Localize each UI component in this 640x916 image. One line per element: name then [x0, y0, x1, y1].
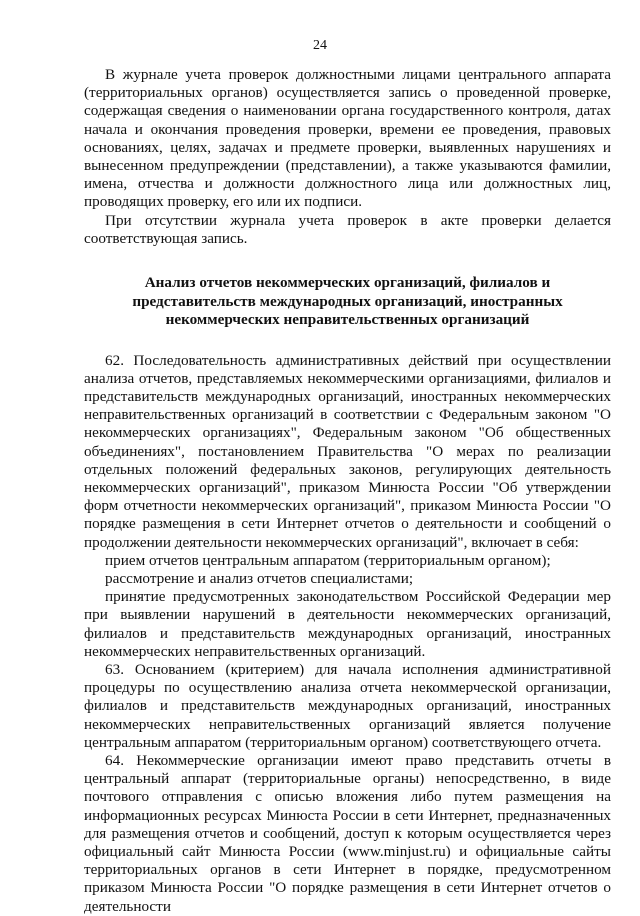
- page-number: 24: [313, 38, 327, 53]
- list-item-measures: принятие предусмотренных законодательством Российской Федерации мер при выявлении нарушений в деятельности некоммерческих организаций, филиалов и представительств международных организаций, иностранных некоммерческих неправительственных организаций.: [84, 588, 611, 660]
- paragraph-journal-record: В журнале учета проверок должностными лицами центрального аппарата (территориальных органов) осуществляется запись о проведенной проверке, содержащая сведения о наименовании органа государственного контроля, датах начала и окончания проведения проверки, времени ее проведения, правовых основаниях, целях, задачах и предмете проверки, выявленных нарушениях и вынесенном предупреждении (представлении), а также указываются фамилии, имена, отчества и должности должностного лица или должностных лиц, проводящих проверку, его или их подписи.: [84, 66, 611, 211]
- paragraph-64: 64. Некоммерческие организации имеют право представить отчеты в центральный аппарат (территориальные органы) непосредственно, в виде почтового отправления с описью вложения либо путем размещения на информационных ресурсах Минюста России в сети Интернет, предназначенных для размещения отчетов и сообщений, доступ к которым осуществляется через официальный сайт Минюста России (www.minjust.ru) и официальные сайты территориальных органов в сети Интернет в порядке, предусмотренном приказом Минюста России "О порядке размещения в сети Интернет отчетов о деятельности: [84, 752, 611, 915]
- list-item-review: рассмотрение и анализ отчетов специалистами;: [105, 569, 414, 587]
- paragraph-no-journal: При отсутствии журнала учета проверок в акте проверки делается соответствующая запись.: [84, 211, 611, 247]
- paragraph-62: 62. Последовательность административных действий при осуществлении анализа отчетов, представляемых некоммерческими организациями, филиалов и представительств международных организаций, иностранных некоммерческих неправительственных организаций в соответствии с Федеральным законом "О некоммерческих организациях", Федеральным законом "Об общественных объединениях", постановлением Правительства "О мерах по реализации отдельных положений федеральных законов, регулирующих деятельность некоммерческих организаций", приказом Минюста России "Об утверждении форм отчетности некоммерческих организаций", приказом Минюста России "О порядке размещения в сети Интернет отчетов о деятельности и сообщений о продолжении деятельности некоммерческих организаций", включает в себя:: [84, 351, 611, 551]
- paragraph-63: 63. Основанием (критерием) для начала исполнения административной процедуры по осуществлению анализа отчета некоммерческой организации, филиалов и представительств международных организаций, иностранных некоммерческих неправительственных организаций является получение центральным аппаратом (территориальным органом) соответствующего отчета.: [84, 660, 611, 751]
- document-body: [84, 66, 611, 916]
- section-heading: Анализ отчетов некоммерческих организаций, филиалов и представительств международных организаций, иностранных некоммерческих неправительственных организаций: [132, 274, 563, 329]
- list-item-receipt: прием отчетов центральным аппаратом (территориальным органом);: [105, 551, 551, 569]
